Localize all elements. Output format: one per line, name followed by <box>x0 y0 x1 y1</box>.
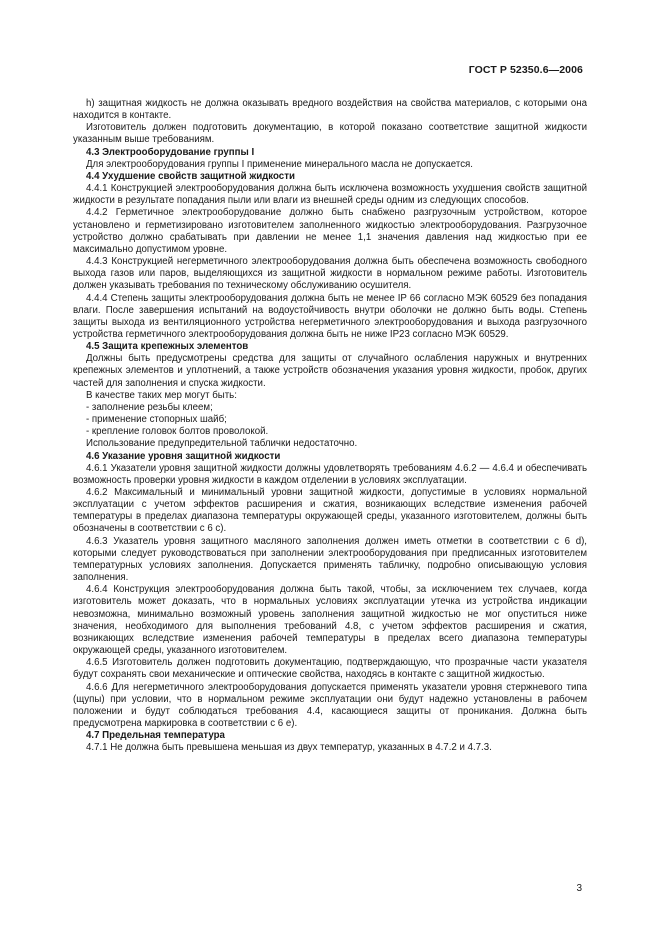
paragraph: h) защитная жидкость не должна оказывать вредного воздействия на свойства материалов, с которыми она находится в контакте. <box>73 98 587 122</box>
paragraph: 4.6.6 Для негерметичного электрооборудования допускается применять указатели уровня стержневого типа (щупы) при условии, что в нормальном режиме эксплуатации они будут надежно установлены в рабочем положении и будут соблюдаться требования 4.4, касающиеся защиты от проникания. Должна быть предусмотрена маркировка в соответствии с 6 е). <box>73 681 587 729</box>
paragraph: 4.6.5 Изготовитель должен подготовить документацию, подтверждающую, что прозрачные части указателя будут сохранять свои механические и оптические свойства, находясь в контакте с защитной жидкостью. <box>73 657 587 681</box>
page-number: 3 <box>576 883 582 894</box>
paragraph: 4.6.3 Указатель уровня защитного масляного заполнения должен иметь отметки в соответствии с 6 d), которыми следует руководствоваться при заполнении электрооборудования при предписанных изготовителем температурных условиях заполнения. Допускается применять табличку, подробно описывающую условия заполнения. <box>73 535 587 584</box>
document-code-header: ГОСТ Р 52350.6—2006 <box>468 64 583 76</box>
paragraph: 4.4.1 Конструкцией электрооборудования должна быть исключена возможность ухудшения свойств защитной жидкости в результате попадания пыли или влаги из внешней среды одним из следующих способов. <box>73 183 587 207</box>
paragraph: 4.4.4 Степень защиты электрооборудования должна быть не менее IP 66 согласно МЭК 60529 без попадания влаги. После завершения испытаний на водоустойчивость внутри оболочки не должно быть воды. Степень защиты выхода из вентиляционного устройства негерметичного электрооборудования и выхода разгрузочного устройства герметичного электрооборудования должна быть не ниже IP23 согласно МЭК 60529. <box>73 292 587 340</box>
paragraph: Использование предупредительной таблички недостаточно. <box>86 438 358 450</box>
paragraph: Должны быть предусмотрены средства для защиты от случайного ослабления наружных и внутренних крепежных элементов и уплотнений, а также устройств обозначения указания уровня жидкости, пробок, других частей для заполнения и спуска жидкости. <box>73 353 587 389</box>
section-heading-4-7: 4.7 Предельная температура <box>86 730 225 742</box>
paragraph: 4.6.2 Максимальный и минимальный уровни защитной жидкости, допустимые в условиях нормальной эксплуатации с учетом эффектов расширения и сжатия, возникающих вследствие изменения рабочей температуры в пределах диапазона температуры окружающей среды, указанного изготовителем, должны быть обозначены в соответствии с 6 с). <box>73 487 587 535</box>
paragraph: 4.7.1 Не должна быть превышена меньшая из двух температур, указанных в 4.7.2 и 4.7.3. <box>86 742 492 754</box>
paragraph: 4.4.2 Герметичное электрооборудование должно быть снабжено разгрузочным устройством, которое установлено и герметизировано изготовителем заполненного жидкостью электрооборудования. Разгрузочное устройство должно срабатывать при давлении не менее 1,1 значения давления над жидкостью при ее максимально допустимом уровне. <box>73 207 587 255</box>
list-item: - заполнение резьбы клеем; <box>86 401 213 413</box>
paragraph: Для электрооборудования группы I применение минерального масла не допускается. <box>86 158 473 170</box>
list-item: - применение стопорных шайб; <box>86 414 227 426</box>
paragraph: Изготовитель должен подготовить документацию, в которой показано соответствие защитной жидкости указанным выше требованиям. <box>73 122 587 146</box>
list-item: - крепление головок болтов проволокой. <box>86 426 269 438</box>
section-heading-4-3: 4.3 Электрооборудование группы I <box>86 146 255 158</box>
paragraph: 4.6.1 Указатели уровня защитной жидкости должны удовлетворять требованиям 4.6.2 — 4.6.4 и обеспечивать возможность проверки уровня жидкости в каждом отделении в условиях эксплуатации. <box>73 462 587 486</box>
paragraph: В качестве таких мер могут быть: <box>86 389 237 401</box>
section-heading-4-5: 4.5 Защита крепежных элементов <box>86 341 249 353</box>
section-heading-4-4: 4.4 Ухудшение свойств защитной жидкости <box>86 170 295 182</box>
section-heading-4-6: 4.6 Указание уровня защитной жидкости <box>86 450 281 462</box>
document-body <box>73 98 587 754</box>
paragraph: 4.6.4 Конструкция электрооборудования должна быть такой, чтобы, за исключением тех случаев, когда изготовитель может доказать, что в нормальных условиях эксплуатации утечка из устройства индикации невозможна, минимально возможный уровень заполнения защитной жидкостью не мог опуститься ниже значения, необходимого для выполнения требований 4.8, с учетом эффектов расширения и сжатия, возникающих вследствие изменения рабочей температуры в пределах всего диапазона температуры окружающей среды, указанного изготовителем. <box>73 584 587 657</box>
paragraph: 4.4.3 Конструкцией негерметичного электрооборудования должна быть обеспечена возможность свободного выхода газов или паров, выделяющихся из защитной жидкости в нормальном режиме работы. Изготовитель должен указывать требования по техническому обслуживанию осушителя. <box>73 256 587 292</box>
